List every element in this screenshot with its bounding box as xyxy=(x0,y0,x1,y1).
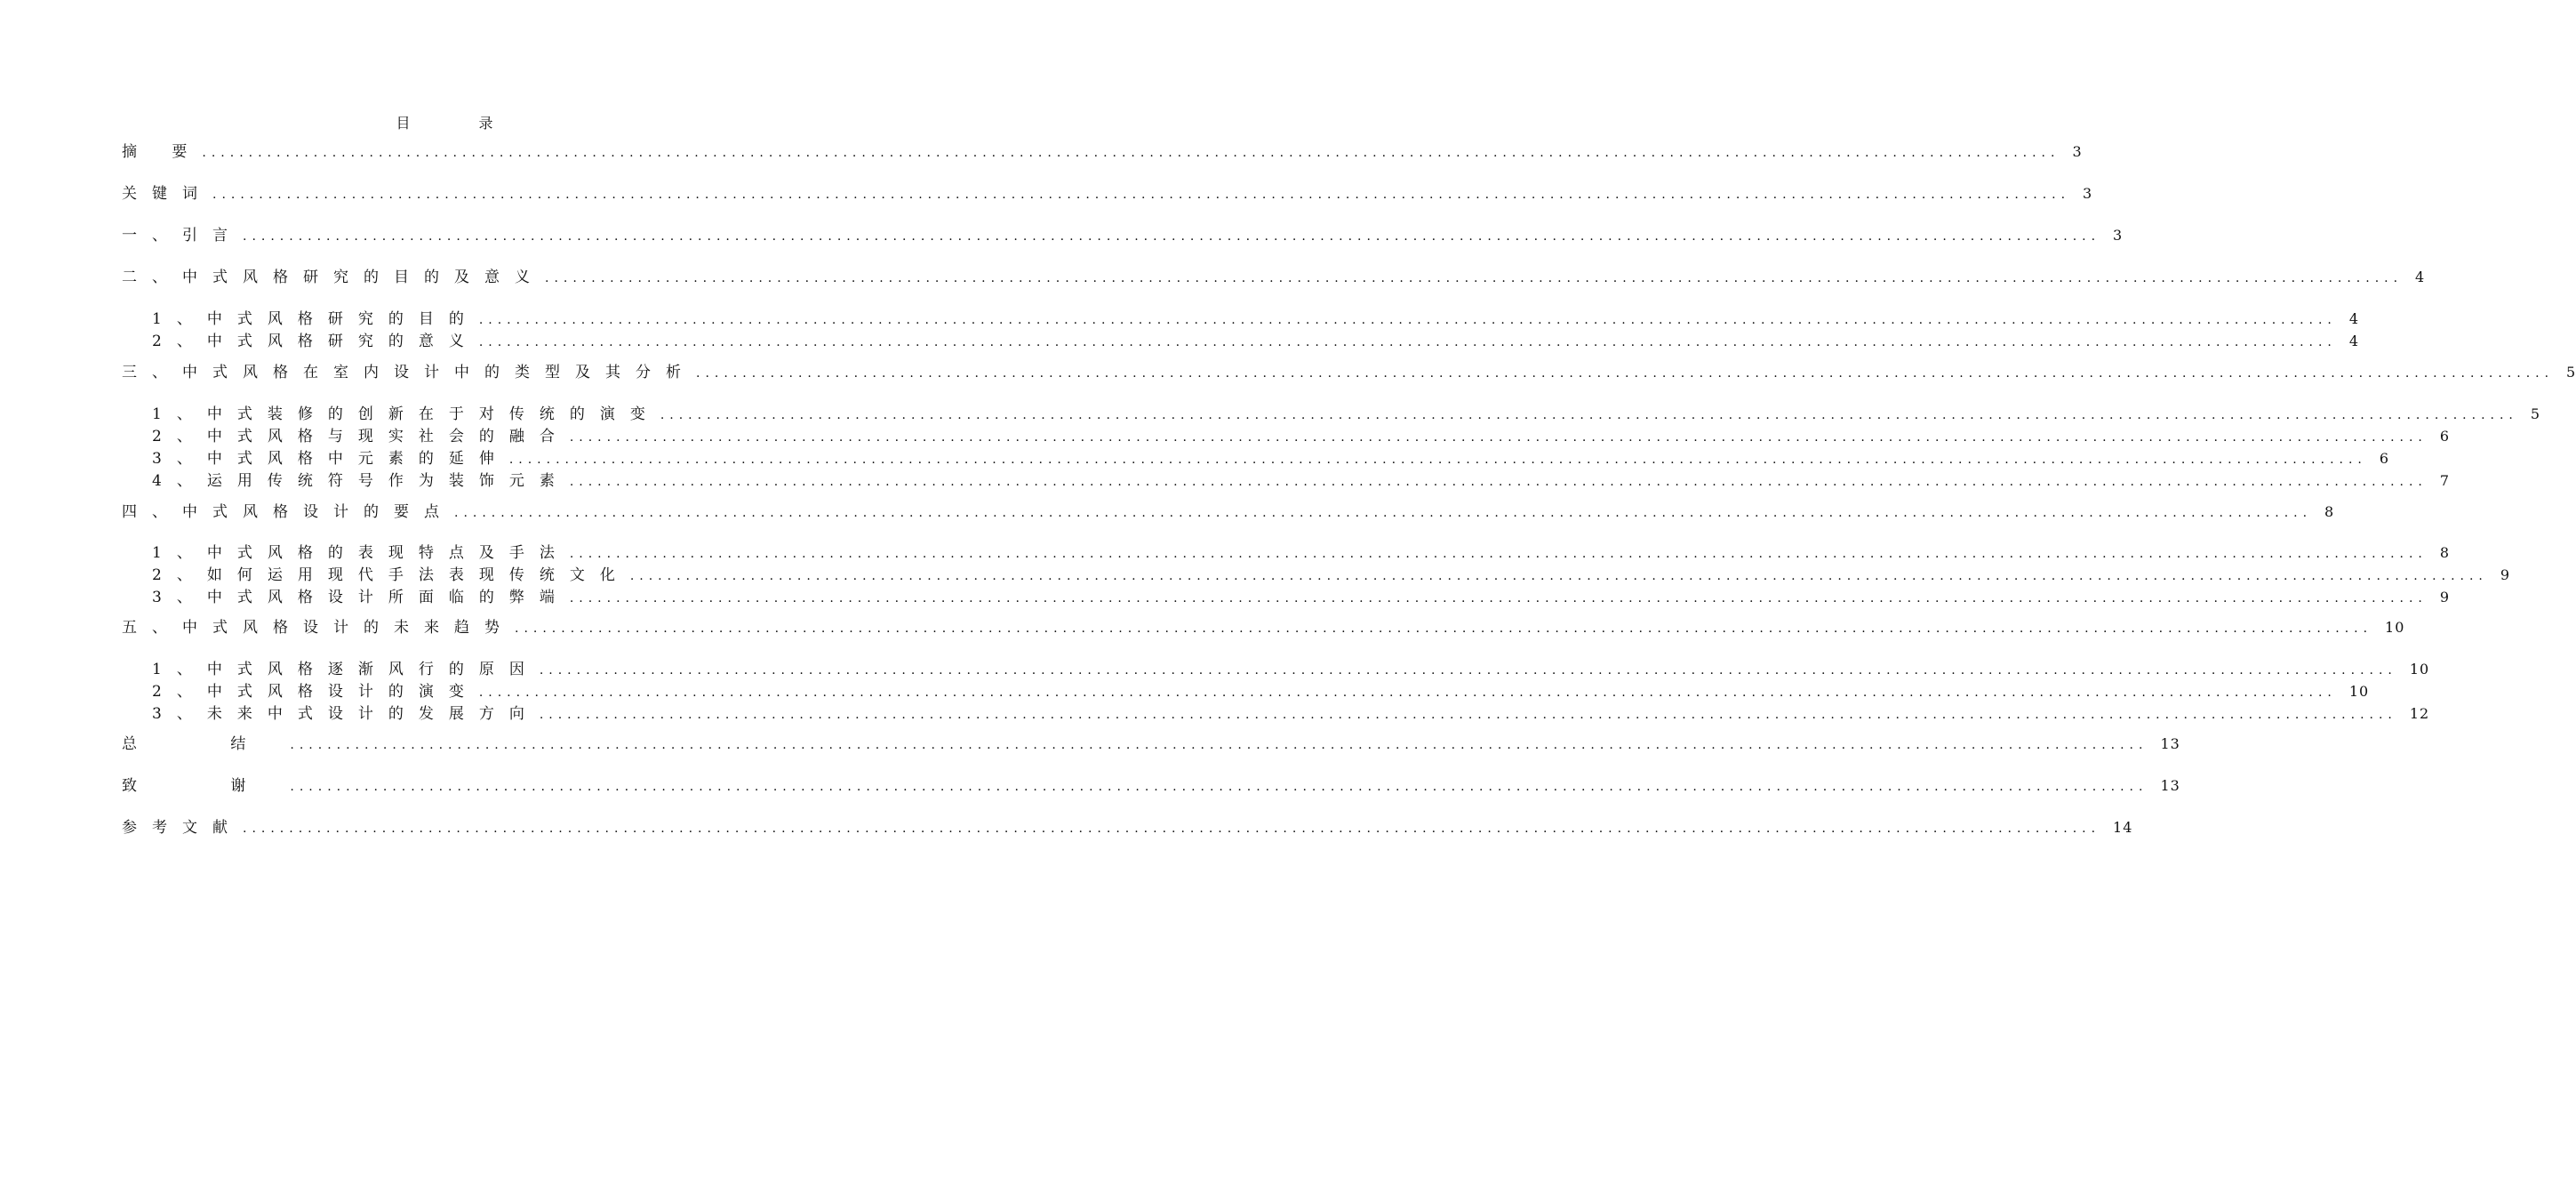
toc-entry-section-1[interactable] xyxy=(122,226,2124,245)
toc-entry-label: 2、中式风格研究的意义 xyxy=(152,333,479,350)
toc-page-number: 5 xyxy=(2566,364,2576,381)
toc-leader-dots: ........................................................................................................................................................................................................ xyxy=(696,366,2555,381)
toc-entry-subsection[interactable] xyxy=(152,471,2451,491)
toc-leader-dots: ........................................................................................................................................................................................................ xyxy=(290,738,2148,752)
toc-entry-label: 二、中式风格研究的目的及意义 xyxy=(122,269,545,286)
toc-page-number: 14 xyxy=(2113,819,2133,836)
toc-entry-label: 3、未来中式设计的发展方向 xyxy=(152,705,540,723)
toc-entry-label: 四、中式风格设计的要点 xyxy=(122,503,454,521)
toc-entry-label: 1、中式风格研究的目的 xyxy=(152,310,479,328)
toc-entry-subsection[interactable] xyxy=(152,660,2430,679)
toc-page-number: 4 xyxy=(2348,333,2360,349)
toc-entry-references[interactable] xyxy=(122,818,2133,838)
toc-leader-dots: ........................................................................................................................................................................................................ xyxy=(569,475,2428,489)
toc-leader-dots: ........................................................................................................................................................................................................ xyxy=(539,708,2397,722)
toc-entry-subsection[interactable] xyxy=(152,405,2541,424)
toc-leader-dots: ........................................................................................................................................................................................................ xyxy=(454,506,2313,520)
toc-entry-subsection[interactable] xyxy=(152,543,2451,563)
toc-page-number: 7 xyxy=(2439,472,2451,489)
toc-entry-subsection[interactable] xyxy=(152,588,2451,607)
toc-page-number: 8 xyxy=(2439,544,2451,561)
toc-entry-subsection[interactable] xyxy=(152,427,2451,446)
toc-page-number: 3 xyxy=(2083,185,2093,202)
toc-page-number: 9 xyxy=(2500,566,2511,583)
toc-entry-subsection[interactable] xyxy=(152,565,2511,585)
toc-leader-dots: ........................................................................................................................................................................................................ xyxy=(515,622,2373,636)
toc-page-number: 10 xyxy=(2348,683,2370,700)
toc-entry-section-3[interactable] xyxy=(122,363,2576,382)
toc-leader-dots: ........................................................................................................................................................................................................ xyxy=(243,229,2101,244)
toc-leader-dots: ........................................................................................................................................................................................................ xyxy=(290,780,2148,794)
toc-entry-label: 总 结 xyxy=(122,735,291,753)
toc-page-number: 13 xyxy=(2160,735,2180,752)
toc-page-number: 3 xyxy=(2113,227,2124,244)
toc-page-number: 10 xyxy=(2409,661,2430,678)
toc-entry-label: 3、中式风格设计所面临的弊端 xyxy=(152,589,570,606)
toc-leader-dots: ........................................................................................................................................................................................................ xyxy=(478,313,2337,327)
toc-page-number: 4 xyxy=(2348,310,2360,327)
toc-entry-label: 1、中式风格逐渐风行的原因 xyxy=(152,661,540,678)
toc-entry-label: 五、中式风格设计的未来趋势 xyxy=(122,619,515,637)
toc-entry-label: 参考文献 xyxy=(122,819,243,837)
toc-leader-dots: ........................................................................................................................................................................................................ xyxy=(243,822,2101,836)
toc-leader-dots: ........................................................................................................................................................................................................ xyxy=(569,591,2428,606)
toc-entry-abstract[interactable] xyxy=(122,142,2083,162)
toc-leader-dots: ........................................................................................................................................................................................................ xyxy=(212,188,2071,202)
toc-page-number: 4 xyxy=(2415,269,2426,285)
toc-leader-dots: ........................................................................................................................................................................................................ xyxy=(478,335,2337,349)
toc-entry-label: 关键词 xyxy=(122,185,212,203)
toc-entry-acknowledgements[interactable] xyxy=(122,776,2180,796)
toc-entry-label: 1、中式风格的表现特点及手法 xyxy=(152,544,570,562)
toc-page-number: 3 xyxy=(2072,143,2083,160)
toc-entry-subsection[interactable] xyxy=(152,449,2390,469)
toc-page-number: 10 xyxy=(2385,619,2405,636)
toc-page-number: 6 xyxy=(2439,428,2451,445)
toc-leader-dots: ........................................................................................................................................................................................................ xyxy=(629,569,2488,583)
toc-leader-dots: ........................................................................................................................................................................................................ xyxy=(569,547,2428,561)
toc-entry-label: 3、中式风格中元素的延伸 xyxy=(152,450,509,468)
page-title: 目 录 xyxy=(396,115,525,132)
toc-entry-label: 4、运用传统符号作为装饰元素 xyxy=(152,472,570,490)
toc-entry-section-4[interactable] xyxy=(122,502,2335,522)
toc-page-number: 8 xyxy=(2324,503,2335,520)
toc-leader-dots: ........................................................................................................................................................................................................ xyxy=(660,408,2518,422)
toc-page-number: 5 xyxy=(2530,405,2541,422)
toc-entry-section-2[interactable] xyxy=(122,268,2426,287)
toc-page-number: 9 xyxy=(2439,589,2451,606)
toc-entry-label: 一、引言 xyxy=(122,227,243,245)
toc-entry-subsection[interactable] xyxy=(152,682,2370,702)
toc-entry-label: 三、中式风格在室内设计中的类型及其分析 xyxy=(122,364,696,381)
toc-entry-label: 致 谢 xyxy=(122,777,291,795)
toc-entry-label: 2、如何运用现代手法表现传统文化 xyxy=(152,566,630,584)
toc-leader-dots: ........................................................................................................................................................................................................ xyxy=(545,271,2404,285)
toc-entry-label: 摘 要 xyxy=(122,143,203,161)
toc-leader-dots: ........................................................................................................................................................................................................ xyxy=(508,453,2367,467)
toc-leader-dots: ........................................................................................................................................................................................................ xyxy=(539,663,2397,678)
toc-page-number: 13 xyxy=(2160,777,2180,794)
toc-entry-summary[interactable] xyxy=(122,734,2180,754)
toc-leader-dots: ........................................................................................................................................................................................................ xyxy=(202,146,2060,160)
toc-entry-subsection[interactable] xyxy=(152,332,2360,351)
toc-page-number: 6 xyxy=(2379,450,2390,467)
toc-entry-label: 2、中式风格与现实社会的融合 xyxy=(152,428,570,445)
toc-entry-subsection[interactable] xyxy=(152,309,2360,329)
toc-leader-dots: ........................................................................................................................................................................................................ xyxy=(569,430,2428,445)
toc-leader-dots: ........................................................................................................................................................................................................ xyxy=(478,686,2337,700)
toc-entry-keywords[interactable] xyxy=(122,184,2093,204)
toc-entry-section-5[interactable] xyxy=(122,618,2405,638)
toc-entry-label: 1、中式装修的创新在于对传统的演变 xyxy=(152,405,660,423)
toc-entry-label: 2、中式风格设计的演变 xyxy=(152,683,479,701)
toc-entry-subsection[interactable] xyxy=(152,704,2430,724)
toc-page-number: 12 xyxy=(2409,705,2430,722)
